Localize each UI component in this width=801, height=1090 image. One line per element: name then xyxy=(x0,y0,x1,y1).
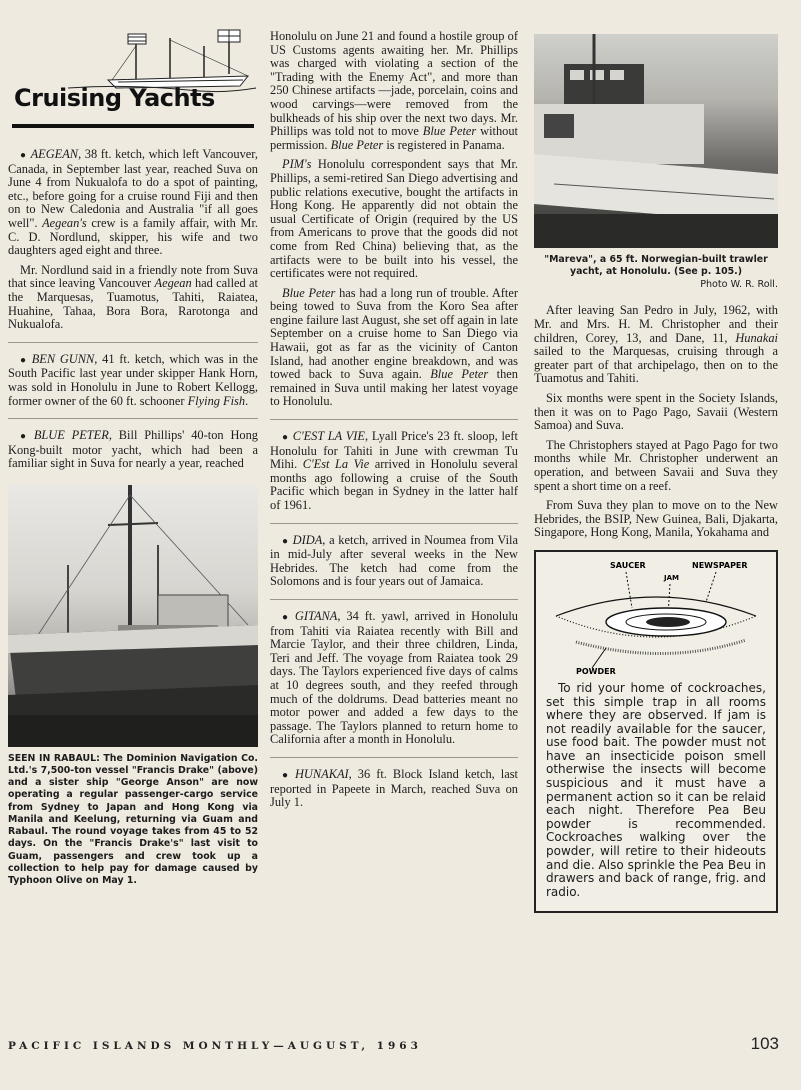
christophers-paragraph: The Christophers stayed at Pago Pago for two months while Mr. Christopher underwent an operation, and between Savaii and Suva they spent a short time on a reef. xyxy=(534,437,778,493)
title-underline xyxy=(12,124,254,128)
photo-caption-rabaul: SEEN IN RABAUL: The Dominion Navigation Co. Ltd.'s 7,500-ton vessel "Francis Drake" (above) and a sister ship "George Anson" are now operating a regular passenger-cargo service from Sydney to Japan and Hong Kong via Manila and Keelung, returning via Guam and Rabaul. The round voyage takes from 45 to 52 days. On the "Francis Drake's" last visit to Guam, passengers and crew took up a collection to help pay for damage caused by Typhoon Olive on May 1. xyxy=(8,752,258,886)
aegean-paragraph: ● AEGEAN, 38 ft. ketch, which left Vancouver, Canada, in September last year, reached Suva on June 4 from Nukualofa to do a spot of painting, etc., before going for a cruise round Fiji and then on to New Caledonia and Australia "if all goes well". Aegean's crew is a family affair, with Mr. C. D. Nordlund, skipper, his wife and two daughters aged eight and three. xyxy=(8,147,258,258)
blue-peter-continued: Honolulu on June 21 and found a hostile group of US Customs agents awaiting her. Mr. Phillips was charged with violating a section of the "Trading with the Enemy Act", and more than 250 Chinese artifacts —jade, porcelain, coins and wood carvings—were removed from the bulkheads of his ship over the next two days. Mr. Phillips was told not to move Blue Peter without permission. Blue Peter is registered in Panama. xyxy=(270,29,518,152)
blue-peter-trouble-paragraph: Blue Peter has had a long run of trouble. After being towed to Suva from the Koro Sea after engine failure last August, she set off again in late September on a cruise home to San Diego via Hawaii, got as far as the vicinity of Canton Island, had another engine breakdown, and was towed back to Suva again. Blue Peter then remained in Suva until making her latest voyage to Honolulu. xyxy=(270,285,518,409)
gitana-paragraph: ● GITANA, 34 ft. yawl, arrived in Honolulu from Tahiti via Raiatea recently with Bill and Marcie Taylor, and their three children, Linda, Teri and Jeff. The voyage from Raiatea took 29 days. The Taylors experienced five days of calms at 10 degrees south, and they reefed through much of the doldrums. Dead batteries meant no motor power and added a few days to the passage. The Taylors planned to return home to California after a month in Honolulu. xyxy=(270,608,518,747)
column-2 xyxy=(270,30,518,816)
bullet-icon: ● xyxy=(20,354,28,366)
bullet-icon: ● xyxy=(282,611,291,623)
cockroach-trap-box xyxy=(534,550,778,914)
hunakai-paragraph: ● HUNAKAI, 36 ft. Block Island ketch, last reported in Papeete in March, reached Suva on July 1. xyxy=(270,766,518,810)
bullet-icon: ● xyxy=(282,535,289,547)
divider xyxy=(270,757,518,758)
divider xyxy=(8,342,258,343)
ship-photo-mareva xyxy=(534,34,778,248)
column-1 xyxy=(8,24,258,887)
dida-paragraph: ● DIDA, a ketch, arrived in Noumea from Vila in mid-July after several weeks in the New Hebrides. The ketch had come from the Solomons and is four years out of Jamaica. xyxy=(270,532,518,589)
cockroach-trap-diagram xyxy=(546,556,766,682)
label-saucer: SAUCER xyxy=(610,560,646,570)
society-islands-paragraph: Six months were spent in the Society Islands, then it was on to Pago Pago, Savaii (Western Samoa) and Suva. xyxy=(534,390,778,433)
bullet-icon: ● xyxy=(282,432,289,444)
divider xyxy=(270,419,518,420)
cest-la-vie-paragraph: ● C'EST LA VIE, Lyall Price's 23 ft. sloop, left Honolulu for Tahiti in June with crewman Tu Mihi. C'Est La Vie arrived in Honolulu several months ago following a cruise of the South Pacific which began in Sydney in the latter half of 1961. xyxy=(270,429,518,512)
section-title: Cruising Yachts xyxy=(14,84,215,112)
photo-credit: Photo W. R. Roll. xyxy=(700,279,778,291)
bullet-icon: ● xyxy=(282,769,291,781)
blue-peter-paragraph: ● BLUE PETER, Bill Phillips' 40-ton Hong Kong-built motor yacht, which had been a familiar sight in Suva for nearly a year, reached xyxy=(8,428,258,471)
section-header xyxy=(8,24,258,134)
divider xyxy=(270,599,518,600)
label-powder: POWDER xyxy=(576,666,616,676)
cockroach-trap-text: To rid your home of cockroaches, set this simple trap in all rooms where they are observed. If jam is not readily available for the saucer, use food bait. The powder must not have an insecticide poison smell otherwise the insects will become suspicious and it must have a permanent action so it can be relaid each night. Therefore Pea Beu powder is recommended. Cockroaches walking over the powder, will retire to their hideouts and die. Also sprinkle the Pea Beu in drawers and back of range, frig. and radio. xyxy=(546,680,766,899)
divider xyxy=(270,523,518,524)
bullet-icon: ● xyxy=(20,150,27,161)
publication-line: PACIFIC ISLANDS MONTHLY—AUGUST, 1963 xyxy=(8,1040,422,1052)
aegean-paragraph-2: Mr. Nordlund said in a friendly note from Suva that since leaving Vancouver Aegean had called at the Marquesas, Tuamotus, Tahiti, Raiatea, Huahine, Tahaa, Bora Bora, Rarotonga and Nukualofa. xyxy=(8,262,258,332)
bullet-icon: ● xyxy=(20,431,30,443)
hunakai-voyage-paragraph: After leaving San Pedro in July, 1962, with Mr. and Mrs. H. M. Christopher and their children, Corey, 13, and Dane, 11, Hunakai sailed to the Marquesas, cruising through a greater part of that archipelago, then on to the Tuamotus and Tahiti. xyxy=(534,303,778,386)
column-3 xyxy=(534,34,778,913)
label-newspaper: NEWSPAPER xyxy=(692,560,748,570)
ben-gunn-paragraph: ● BEN GUNN, 41 ft. ketch, which was in the South Pacific last year under skipper Hank Horn, was sold in Honolulu in June to Robert Kellogg, former owner of the 60 ft. schooner Flying Fish. xyxy=(8,351,258,408)
label-jam: JAM xyxy=(664,573,679,582)
divider xyxy=(8,418,258,419)
page-footer xyxy=(8,1036,779,1056)
page-number: 103 xyxy=(750,1034,779,1053)
pim-paragraph: PIM's Honolulu correspondent says that Mr. Phillips, a semi-retired San Diego advertising and public relations executive, bought the artifacts in Hong Kong. He apparently did not obtain the usual Certificate of Origin (required by the US from Americans to prove that the goods did not come from Red China) believing that, as the artifacts were to be built into his vessel, the certificates were not required. xyxy=(270,157,518,281)
plans-paragraph: From Suva they plan to move on to the New Hebrides, the BSIP, New Guinea, Bali, Djakarta, Singapore, Hong Kong, Manila, Yokahama and xyxy=(534,498,778,540)
photo-caption-mareva: "Mareva", a 65 ft. Norwegian-built trawler yacht, at Honolulu. (See p. 105.) xyxy=(544,254,768,278)
ship-photo-francis-drake xyxy=(8,485,258,747)
